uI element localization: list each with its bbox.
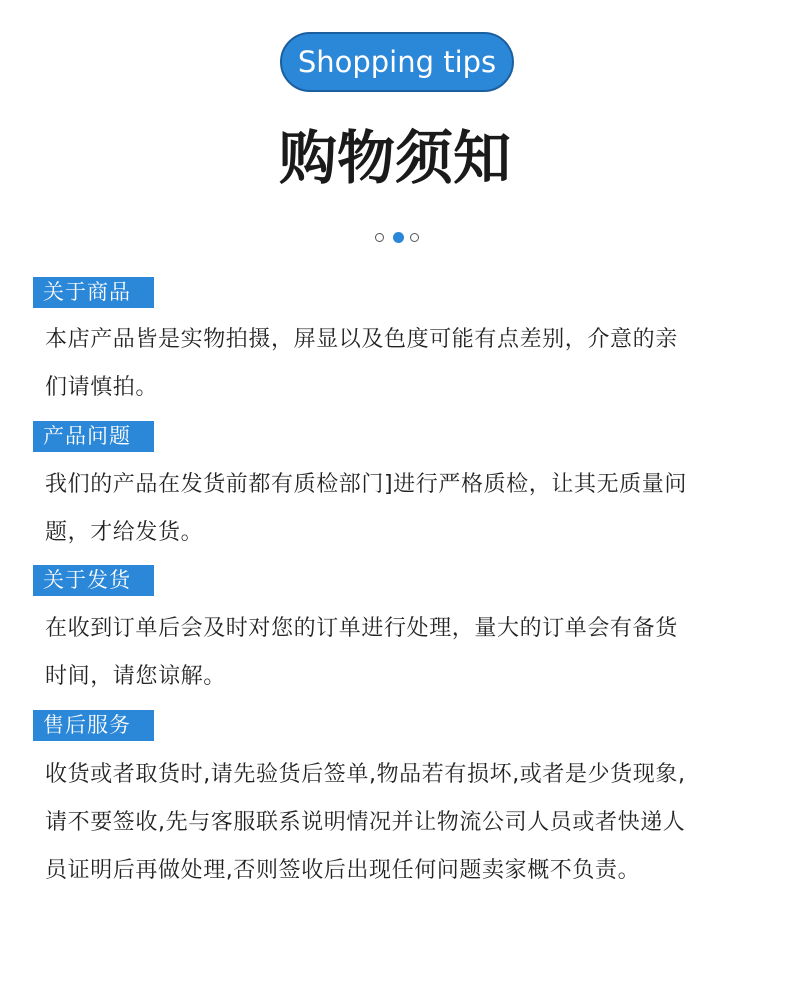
shopping-tips-badge: Shopping tips	[280, 32, 514, 92]
pager-dot-3[interactable]	[410, 233, 419, 242]
section-label-product-issues: 产品问题	[33, 421, 154, 452]
section-text-about-product	[45, 316, 770, 412]
section-text-after-sales	[45, 751, 770, 895]
pager-dots	[373, 231, 421, 245]
section-label-about-product: 关于商品	[33, 277, 154, 308]
section-text-shipping	[45, 605, 770, 701]
paragraph-line: 本店产品皆是实物拍摄，屏显以及色度可能有点差别，介意的亲	[45, 327, 678, 352]
paragraph-line: 题，才给发货。	[45, 520, 204, 545]
pager-dot-1[interactable]	[375, 233, 384, 242]
paragraph-line: 收货或者取货时,请先验货后签单,物品若有损坏,或者是少货现象,	[45, 762, 686, 787]
page-title: 购物须知	[278, 124, 511, 192]
pager-dot-2-active[interactable]	[393, 232, 404, 243]
section-text-product-issues	[45, 461, 770, 557]
paragraph-line: 时间，请您谅解。	[45, 664, 226, 689]
paragraph-line: 在收到订单后会及时对您的订单进行处理，量大的订单会有备货	[45, 616, 678, 641]
paragraph-line: 请不要签收,先与客服联系说明情况并让物流公司人员或者快递人	[45, 810, 686, 835]
paragraph-line: 我们的产品在发货前都有质检部门]进行严格质检，让其无质量问	[45, 472, 687, 497]
section-label-shipping: 关于发货	[33, 565, 154, 596]
paragraph-line: 员证明后再做处理,否则签收后出现任何问题卖家概不负责。	[45, 858, 641, 883]
paragraph-line: 们请慎拍。	[45, 375, 159, 400]
section-label-after-sales: 售后服务	[33, 710, 154, 741]
